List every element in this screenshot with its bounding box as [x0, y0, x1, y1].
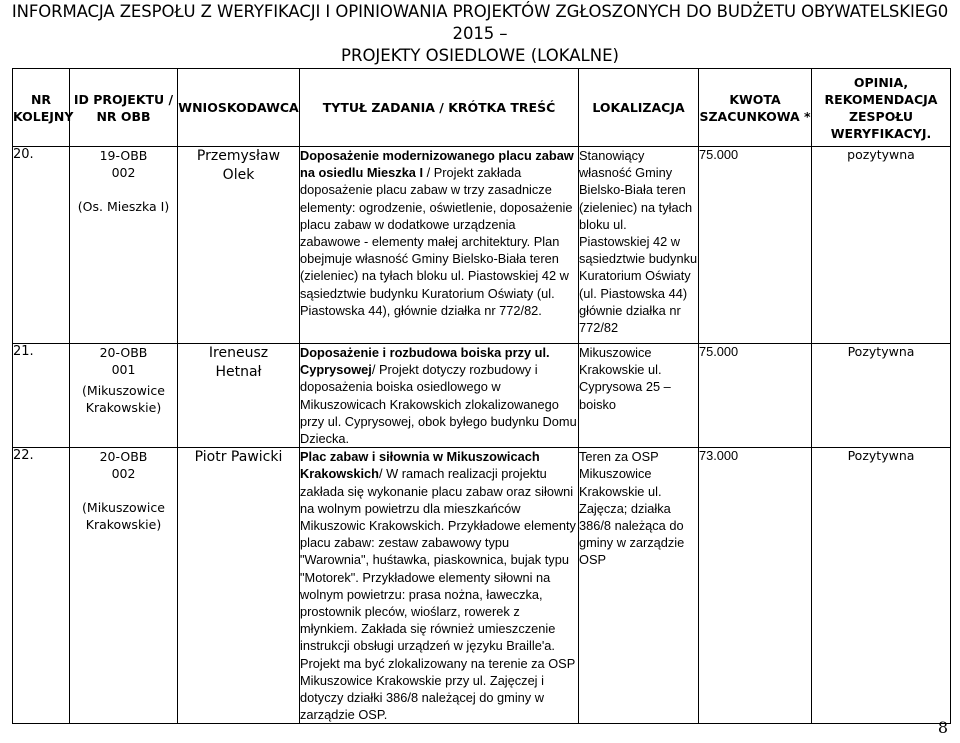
col-header-amount-line: SZACUNKOWA * [699, 108, 811, 124]
spacer [70, 181, 177, 198]
project-id-line: Krakowskie) [85, 517, 162, 533]
project-id-line: 002 [111, 466, 136, 482]
applicant-line: Ireneusz [208, 345, 269, 361]
table-row [13, 147, 951, 344]
project-title [300, 147, 579, 344]
col-header-opinion [812, 69, 951, 147]
col-header-opinion-line: WERYFIKACYJ. [830, 125, 932, 141]
col-header-opinion-line: OPINIA, [853, 74, 909, 90]
page-number: 8 [937, 718, 948, 737]
col-header-opinion-line: ZESPOŁU [848, 108, 914, 124]
col-header-nr [13, 69, 74, 147]
applicant-line: Piotr Pawicki [194, 449, 283, 466]
project-id [70, 448, 178, 724]
col-header-id [70, 69, 178, 147]
project-opinion: Pozytywna [812, 448, 951, 724]
table-row [13, 448, 951, 724]
table-header-row [13, 69, 951, 147]
col-header-id-line: ID PROJEKTU / [73, 91, 174, 107]
project-description: / Projekt zakłada doposażenie placu zabaw w trzy zasadnicze elementy: ogrodzenie, oświetlenie, doposażenie placu zabaw w dodatkowe urządzenia zabawowe - elementy małej architektury. Plan obejmuje własność Gminy Bielsko-Biała teren (zieleniec) na tyłach bloku ul. Piastowskiej 42 w sąsiedztwie budynku Kuratorium Oświaty (ul. Piastowska 44), głównie działka nr 772/82. [300, 165, 573, 318]
applicant-line: Hetnał [215, 364, 262, 380]
col-header-applicant: WNIOSKODAWCA [178, 69, 300, 147]
row-number: 20. [13, 147, 70, 344]
applicant-line: Przemysław [196, 148, 281, 164]
applicant-line: Olek [222, 167, 255, 183]
project-title [300, 344, 579, 448]
document-header [0, 0, 960, 67]
project-opinion: pozytywna [812, 147, 951, 344]
spacer [70, 482, 177, 499]
project-id-line: 001 [111, 362, 136, 377]
project-title-bold: Plac zabaw i siłownia w Mikuszowicach Krakowskich [300, 449, 540, 482]
project-id-line: 002 [111, 165, 136, 180]
col-header-title: TYTUŁ ZADANIA / KRÓTKA TREŚĆ [300, 69, 579, 147]
project-title [300, 448, 579, 724]
col-header-id-line: NR OBB [96, 108, 151, 124]
project-description: / Projekt dotyczy rozbudowy i doposażenia boiska osiedlowego w Mikuszowicach Krakowskich zlokalizowanego przy ul. Cyprysowej, obok byłego budynku Domu Dziecka. [300, 362, 577, 447]
project-location: Mikuszowice Krakowskie ul. Cyprysowa 25 – boisko [579, 344, 699, 448]
col-header-opinion-line: REKOMENDACJA [824, 91, 938, 107]
header-line-1: INFORMACJA ZESPOŁU Z WERYFIKACJI I OPINIOWANIA PROJEKTÓW ZGŁOSZONYCH DO BUDŻETU OBYWATELSKIEG0 2015 – [11, 2, 949, 43]
project-amount: 73.000 [699, 448, 812, 724]
project-id [70, 147, 178, 344]
project-id-line: 19-OBB [99, 148, 148, 163]
project-id-line: 20-OBB [99, 345, 148, 360]
projects-table [12, 68, 951, 724]
col-header-amount [699, 69, 812, 147]
project-location: Teren za OSP Mikuszowice Krakowskie ul. Zajęcza; działka 386/8 należąca do gminy w zarządzie OSP [579, 448, 699, 724]
project-title-bold: Doposażenie modernizowanego placu zabaw na osiedlu Mieszka I [300, 148, 574, 181]
project-opinion: Pozytywna [812, 344, 951, 448]
col-header-amount-line: KWOTA [729, 91, 781, 107]
project-location: Stanowiący własność Gminy Bielsko-Biała teren (zieleniec) na tyłach bloku ul. Piastowskiej 42 w sąsiedztwie budynku Kuratorium Oświaty (ul. Piastowska 44) głównie działka nr 772/82 [579, 147, 699, 344]
applicant [178, 147, 300, 344]
row-number: 21. [13, 344, 70, 448]
project-amount: 75.000 [699, 147, 812, 344]
project-amount: 75.000 [699, 344, 812, 448]
col-header-nr-line: KOLEJNY [13, 108, 74, 124]
project-description: / W ramach realizacji projektu zakłada się wykonanie placu zabaw oraz siłowni na wolnym powietrzu dla mieszkańców Mikuszowic Krakowskich. Przykładowe elementy placu zabaw: zestaw zabawowy typu "Warownia", huśtawka, piaskownica, bujak typu "Motorek". Przykładowe elementy siłowni na wolnym powietrzu: prasa nożna, ławeczka, prostownik pleców, wioślarz, rowerek z młynkiem. Zakłada się również umieszczenie instrukcji obsługi urządzeń w języku Braille'a. Projekt ma być zlokalizowany na terenie za OSP Mikuszowice Krakowskie przy ul. Zajęczej i dotyczy działki 386/8 należącej do gminy w zarządzie OSP. [300, 466, 576, 723]
project-id-line: 20-OBB [99, 449, 148, 465]
project-title-bold: Doposażenie i rozbudowa boiska przy ul. Cyprysowej [300, 345, 550, 378]
col-header-location: LOKALIZACJA [579, 69, 699, 147]
row-number: 22. [13, 448, 70, 724]
project-id-line: (Os. Mieszka I) [77, 199, 170, 214]
table-row [13, 344, 951, 448]
project-id-line: (Mikuszowice [82, 383, 165, 398]
project-id-line: (Mikuszowice [82, 500, 165, 516]
project-id-line: Krakowskie) [85, 400, 162, 415]
project-id [70, 344, 178, 448]
applicant [178, 448, 300, 724]
header-line-2: PROJEKTY OSIEDLOWE (LOKALNE) [341, 46, 619, 65]
applicant [178, 344, 300, 448]
col-header-nr-line: NR [30, 91, 52, 107]
